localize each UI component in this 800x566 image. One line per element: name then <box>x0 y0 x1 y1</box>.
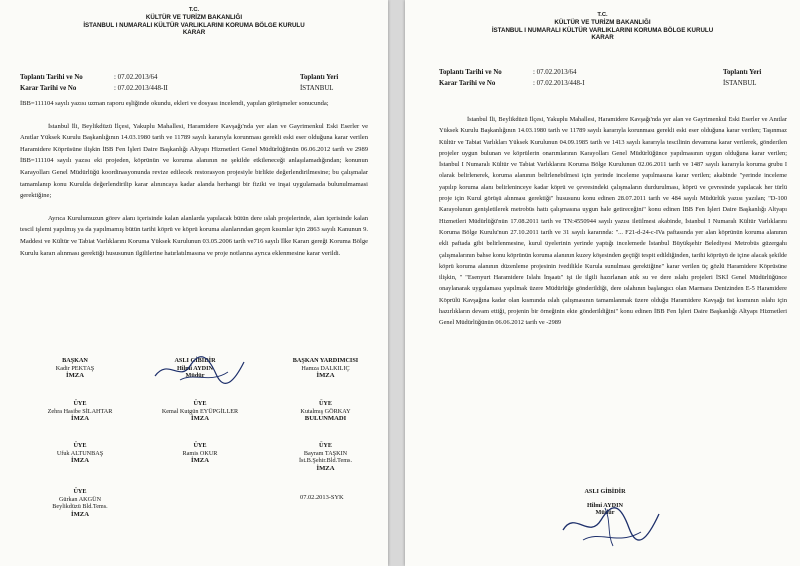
paragraph: Ayrıca Kurulumuzun görev alanı içerisinde kalan alanlarda yapılacak bütün dere ıslah projelerinde, alan içerisinde kalan tescil işlemi yapılmış ya da yapılmamış bütün tarihi köprü ve köprü koruma alanlarından geçen kısımlar için 2863 sayılı Kanunun 9. Maddesi ve Kültür ve Tabiat Varlıklarını Koruma Yüksek Kurulunun 03.05.2006 tarih ve716 sayılı İlke Kararı gereği Koruma Bölge Kurulu kararı alınması gerektiği hususunun ilgililerine hatırlatılmasına ve proje notlarına ayrıca eklenmesine karar verildi. <box>20 214 368 257</box>
signer-extra: İst.B.Şehir.Bld.Tems. <box>298 457 353 465</box>
place-value: İSTANBUL <box>723 80 757 87</box>
decision-date-value: : 07.02.2013/448-II <box>114 85 168 92</box>
header-tc: T.C. <box>597 12 608 18</box>
signer-name: Ufuk ALTUNBAŞ <box>56 449 104 457</box>
signer-status: İMZA <box>71 510 89 518</box>
signature-block <box>20 400 140 423</box>
signer-name: Gürkan AKGÜN <box>58 495 102 503</box>
meeting-date-label: Toplantı Tarihi ve No <box>439 69 502 76</box>
meeting-date-label: Toplantı Tarihi ve No <box>20 74 83 81</box>
signer-role: ÜYE <box>73 488 87 495</box>
place-value: İSTANBUL <box>300 85 334 92</box>
certified-title: ASLI GİBİDİR <box>584 488 626 495</box>
meeting-meta <box>20 72 168 94</box>
signature-block <box>140 442 260 465</box>
signer-name: Bayram TAŞKIN <box>303 449 348 457</box>
signer-status: BULUNMADI <box>304 415 347 423</box>
signer-name: Hamza DALKILIÇ <box>301 364 350 372</box>
meeting-date-value: : 07.02.2013/64 <box>114 74 158 81</box>
signer-status: İMZA <box>71 415 89 423</box>
signer-status: İMZA <box>191 415 209 423</box>
decision-date-label: Karar Tarihi ve No <box>439 80 496 87</box>
header-doc-type: KARAR <box>591 34 614 42</box>
meeting-date-value: : 07.02.2013/64 <box>533 69 577 76</box>
paragraph: İstanbul İli, Beylikdüzü İlçesi, Yakuplu Mahallesi, Haramidere Kavşağı'nda yer alan ve Gayrimenkul Eski Eserler ve Anıtlar Yüksek Kurulu Başkanlığının 14.03.1980 tarih ve 11789 sayılı kararıyla korunması gerekli eski eser olduğuna karar verilen; Taşınmaz Kültür ve Tabiat Varlıkları Yüksek Kurulunun 04.09.1985 tarih ve 1413 sayılı kararıyla tescilinin devamına karar verilerek, gönderilen projeler uygun bulunan ve köprülerin onarımlarının Karayolları Genel Müdürlüğünce yapılmasının uygun olduğuna karar verilen; İstanbul I Numaralı Kültür ve Tabiat Varlıklarını Koruma Bölge Kurulunun 02.06.2011 tarih ve 1487 sayılı kararıyla koruma grubu I olarak belirlenerek, koruma alanının belirlenebilmesi için yerinde inceleme yapılmasına karar verilen; akabinde "yerinde inceleme yapılıp koruma alanı belirleninceye kadar köprü ve çevresindeki çalışmaların durdurulması, köprü ve çevresinde yapılacak her türlü proje için Kurul görüşü alınması gerektiği" hususunu konu edinen 28.07.2011 tarih ve 484 sayılı Müdürlük yazısı yazılan; "D-100 Karayolunun genişletilerek metrobüs hattı çalışmasına uygun hale getireceğini" konu edinen İBB Fen İşleri Daire Başkanlığı Altyapı Hizmetleri Müdürlüğü'nün 17.08.2011 tarih ve TN:4550944 sayılı yazısı iletilmesi akabinde, İstanbul I Numaralı Kültür Varlıklarını Koruma Bölge Kurulu'nun 27.10.2011 tarih ve 31 sayılı kararında: "... F21-d-24-c-IVa paftasında yer alan köprünün koruma alanının ekli paftada gibi belirlenmesine, kurul üyelerinin yerinde yaptığı incelemede İstanbul Büyükşehir Belediyesi Metrobüs güzergahı çalışmalarının bahse konu köprünün koruma alanının kuzey köşesinden geçtiği tespit edildiğinden, tarihi köprüyü de içine alacak şekilde köprü koruma alanının düzenleme projesinin ivedilikle Kurula sunulması gerektiğine" karar verilen üç gözlü Haramidere Köprüsüne ilişkin, " "Esenyurt Haramidere Islahı İnşaatı" işi ile ilgili hazırlanan atık su ve dere ıslahı projeleri İSKİ Genel Müdürlüğünce onaylanarak uygulaması yapılmak üzere Müdürlüğe gönderildiği, dere ıslahının başlangıcı olan Marmara Denizinden E-5 Haramidere Köprülü Kavşağına kadar olan kısmında ıslah çalışmasının tamamlanmak üzere olduğu Haramidere Kavşağı üst kısmının ıslahı için hazırlıkların devam ettiği, projenin bir örneğinin ekte gönderildiğini" konu edinen İBB Fen İşleri Daire Başkanlığı Altyapı Hizmetleri Genel Müdürlüğünün 06.06.2012 tarih ve -2989 <box>439 116 787 327</box>
signer-role: Müdür <box>595 509 615 517</box>
signer-extra: Beylikdüzü Bld.Tems. <box>52 503 108 511</box>
date-code: 07.02.2013-SYK <box>300 494 344 501</box>
decision-page-448-I <box>405 0 800 566</box>
signer-name: Ramis OKUR <box>182 449 218 457</box>
header-board: İSTANBUL I NUMARALI KÜLTÜR VARLIKLARINI KORUMA BÖLGE KURULU <box>83 21 305 29</box>
signer-role: BAŞKAN YARDIMCISI <box>292 357 359 364</box>
signature-block <box>268 357 383 380</box>
place-label: Toplantı Yeri <box>300 74 339 81</box>
signer-status: İMZA <box>191 457 209 465</box>
signer-status: Müdür <box>185 372 205 380</box>
meeting-place <box>723 67 761 89</box>
signer-name: Kutalmış GÖRKAY <box>300 407 351 415</box>
signer-role: ÜYE <box>318 400 333 407</box>
decision-date-label: Karar Tarihi ve No <box>20 85 77 92</box>
decision-page-448-II <box>0 0 388 566</box>
signer-role: ÜYE <box>193 400 207 407</box>
signature-block <box>140 357 250 380</box>
meeting-place <box>300 72 338 94</box>
signer-role: BAŞKAN <box>62 357 88 364</box>
signature-block <box>545 488 665 517</box>
header-doc-type: KARAR <box>182 29 206 37</box>
decision-body <box>439 114 787 329</box>
signature-block <box>268 400 383 423</box>
signer-name: Kadir PEKTAŞ <box>55 364 95 372</box>
signer-role: ÜYE <box>318 442 333 449</box>
signer-role: ÜYE <box>73 442 87 449</box>
signer-name: Hilmi AYDIN <box>176 364 214 372</box>
signer-role: ÜYE <box>73 400 87 407</box>
signature-block <box>268 442 383 472</box>
header-board: İSTANBUL I NUMARALI KÜLTÜR VARLIKLARINI KORUMA BÖLGE KURULU <box>491 26 714 34</box>
signer-status: İMZA <box>71 457 89 465</box>
signature-block <box>20 442 140 465</box>
signer-status: İMZA <box>316 464 335 472</box>
signature-block <box>20 488 140 518</box>
header-tc: T.C. <box>188 7 200 13</box>
paragraph: İBB=111104 sayılı yazısı uzman raporu eşliğinde okundu, ekleri ve dosyası incelendi, yapılan görüşmeler sonucunda; <box>20 100 329 107</box>
signer-name: Zehra Hasibe SİLAHTAR <box>47 407 113 415</box>
decision-body <box>20 98 368 259</box>
decision-date-value: : 07.02.2013/448-I <box>533 80 585 87</box>
header-ministry: KÜLTÜR VE TURİZM BAKANLIĞI <box>554 19 651 27</box>
signer-role: ÜYE <box>193 442 207 449</box>
signature-block <box>20 357 130 380</box>
signer-role: ASLI GİBİDİR <box>174 357 216 364</box>
paragraph: İstanbul İli, Beylikdüzü İlçesi, Yakuplu Mahallesi, Haramidere Kavşağı'nda yer alan ve Gayrimenkul Eski Eserler ve Anıtlar Yüksek Kurulu Başkanlığının 14.03.1980 tarih ve 11789 sayılı kararıyla korunması gerekli eski eser olduğuna karar verilen Haramidere Köprüsüne ilişkin İBB Fen İşleri Daire Başkanlığı Altyapı Hizmetleri Genel Müdürlüğünün 06.06.2012 tarih ve 2989 İBB=111104 sayılı yazısı eki projeden, köprünün ve koruma alanının ne şekilde etkileneceği anlaşılamadığından; konunun Karayolları Genel Müdürlüğü koordinasyonunda revize edilecek restorasyon projesiyle birlikte değerlendirilmesine; bu çalışmalar tamamlanıp konu Kurulda değerlendirilip karar alınıncaya kadar alanda herhangi bir fiziki ve inşai uygulamada bulunulmamasi gerektiğine; <box>20 122 368 200</box>
signer-name: Hilmi AYDIN <box>586 501 624 509</box>
document-header <box>0 7 388 37</box>
meeting-meta <box>439 67 585 89</box>
signer-status: İMZA <box>66 372 84 380</box>
header-ministry: KÜLTÜR VE TURİZM BAKANLIĞI <box>145 14 243 22</box>
document-header <box>405 12 800 42</box>
signer-status: İMZA <box>316 372 335 380</box>
place-label: Toplantı Yeri <box>723 69 762 76</box>
signer-name: Kemal Kutgün EYÜPGİLLER <box>161 407 239 415</box>
signature-block <box>140 400 260 423</box>
